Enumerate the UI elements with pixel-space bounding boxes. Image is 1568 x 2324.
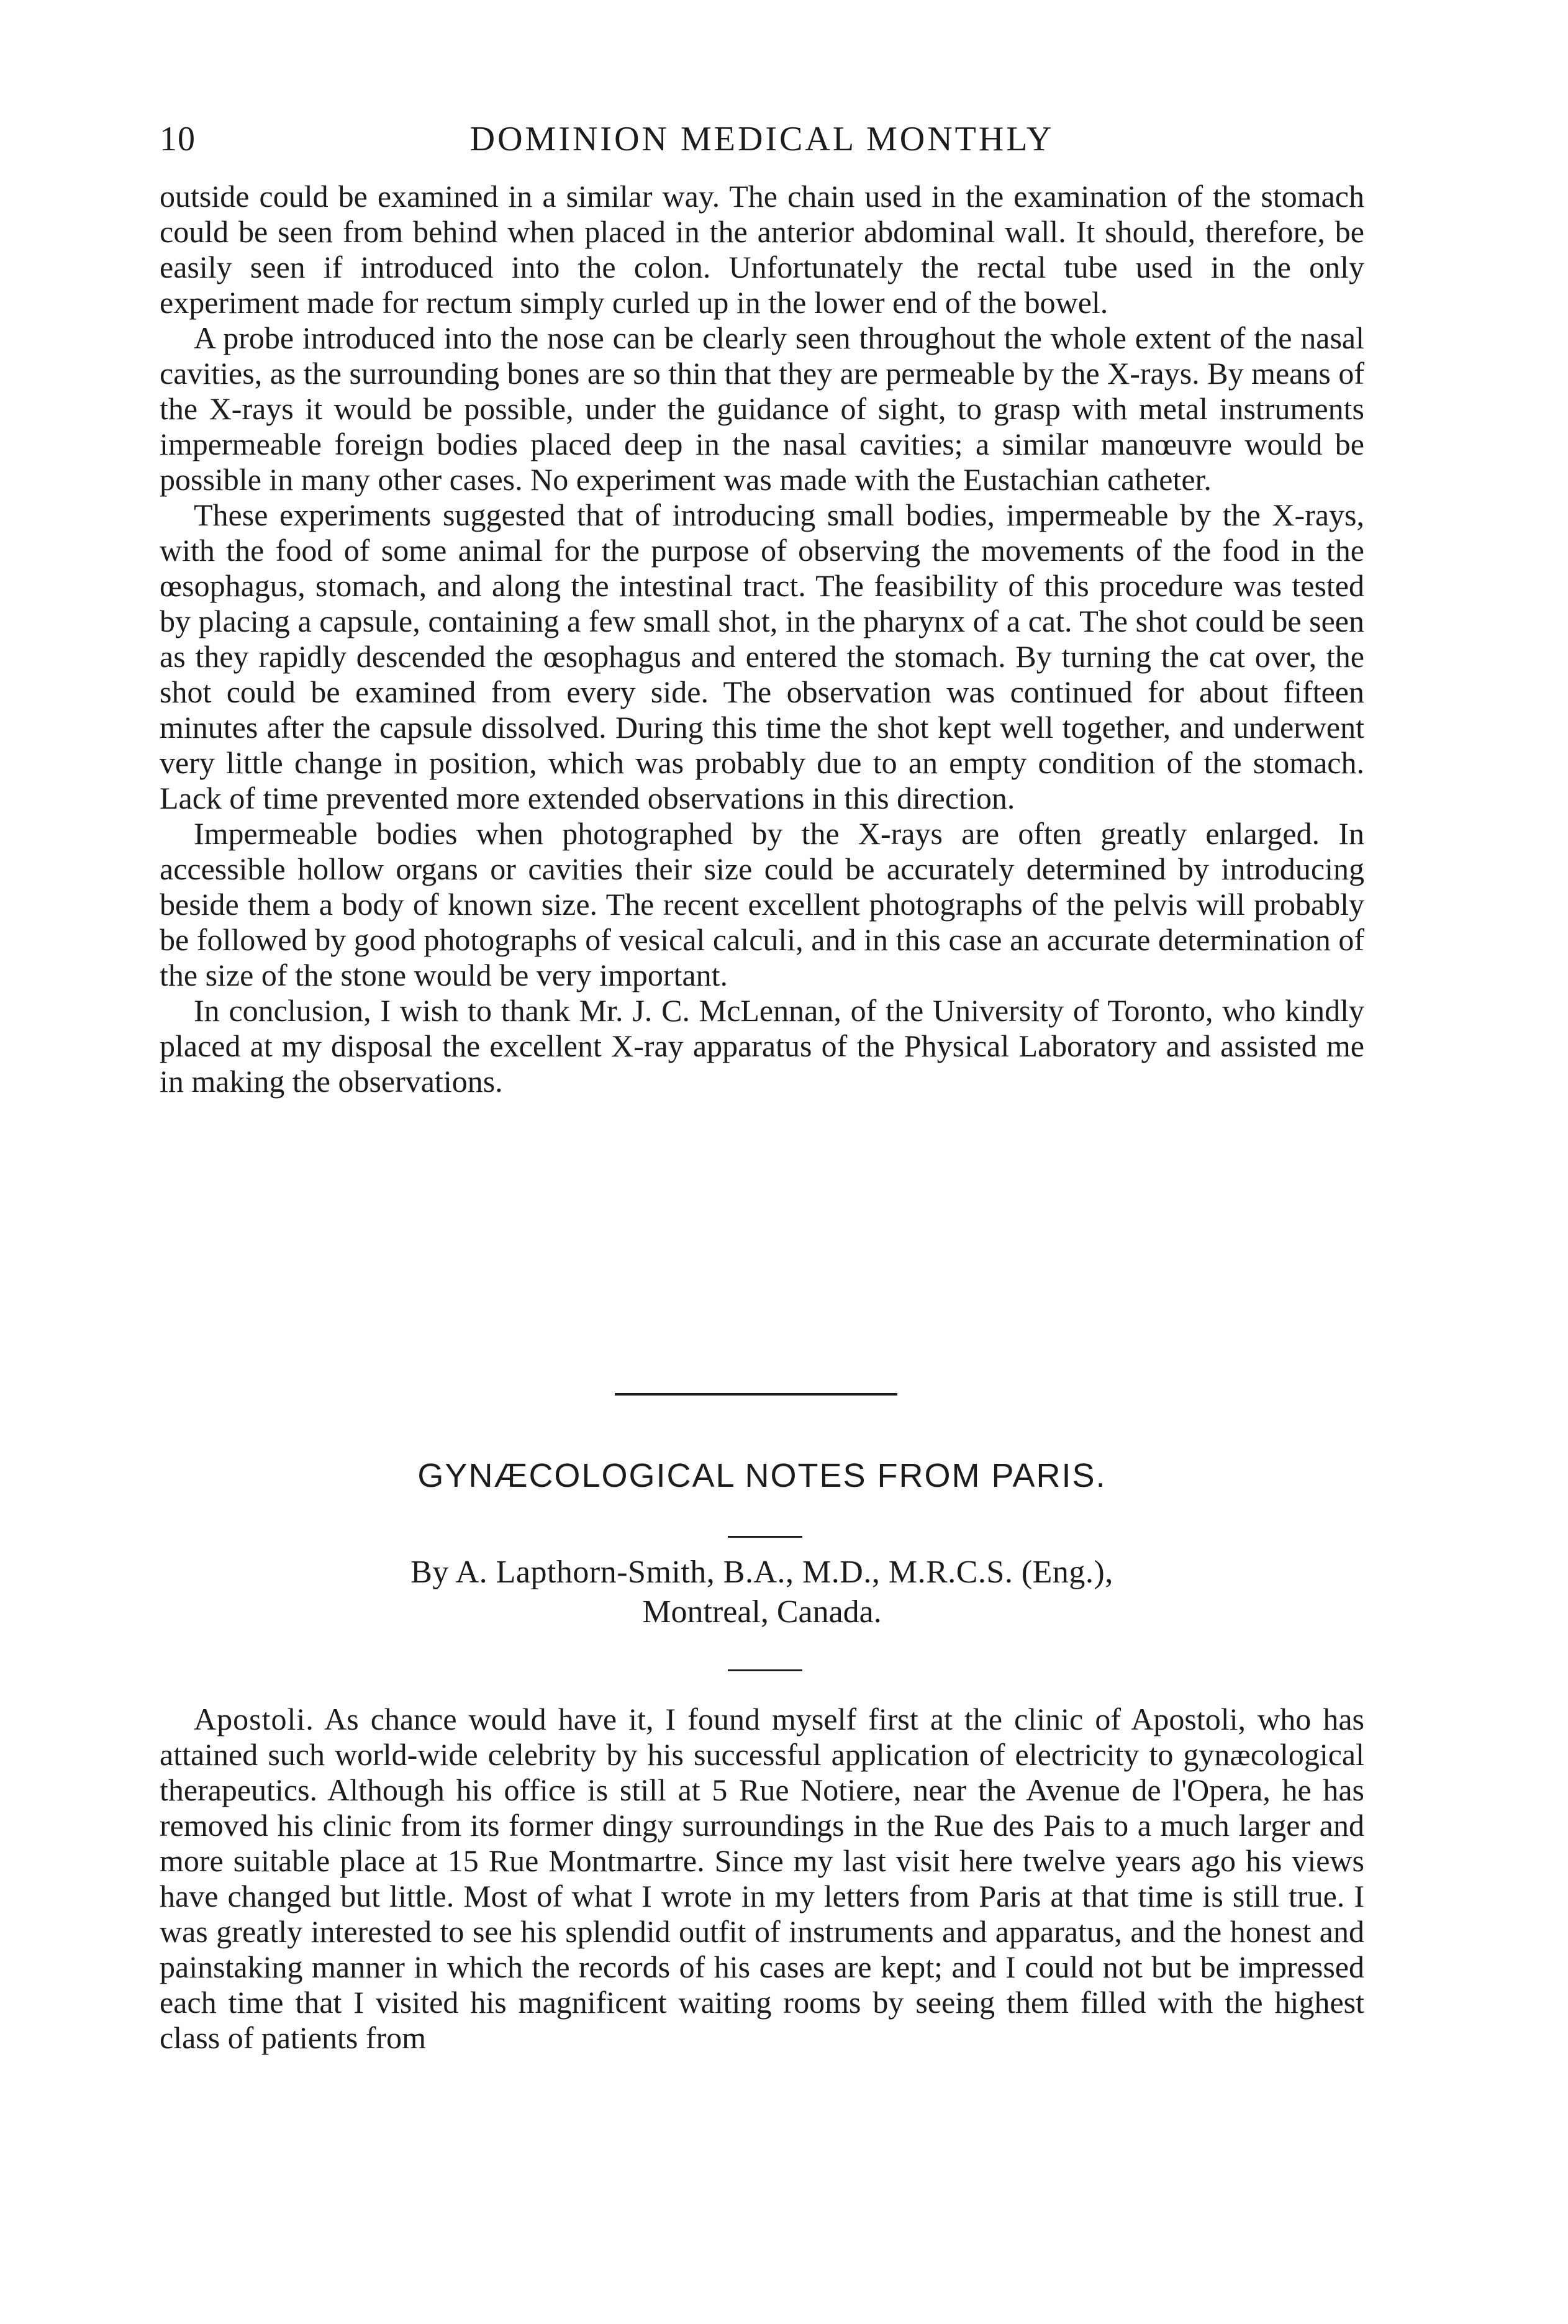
byline [160, 1553, 1364, 1632]
article-body [160, 1702, 1364, 2056]
body-paragraph: These experiments suggested that of introducing small bodies, impermeable by the X-rays, with the food of some animal for the purpose of observing the movements of the food in the œsophagus, stomach, and along the intestinal tract. The feasibility of this procedure was tested by placing a capsule, containing a few small shot, in the pharynx of a cat. The shot could be seen as they rapidly descended the œsophagus and entered the stomach. By turning the cat over, the shot could be examined from every side. The observation was continued for about fifteen minutes after the capsule dissolved. During this time the shot kept well together, and underwent very little change in position, which was probably due to an empty condition of the stomach. Lack of time prevented more extended observations in this direction. [160, 497, 1364, 815]
page-number: 10 [160, 120, 196, 158]
section-divider [615, 1393, 897, 1396]
running-head [160, 119, 1364, 169]
paragraph-lead: Apostoli. [194, 1702, 314, 1736]
article-title: GYNÆCOLOGICAL NOTES FROM PARIS. [417, 1457, 1107, 1494]
author-location: Montreal, Canada. [642, 1594, 882, 1630]
body-paragraph: Impermeable bodies when photographed by the X-rays are often greatly enlarged. In accessible hollow organs or cavities their size could be accurately determined by introducing beside them a body of known size. The recent excellent photographs of the pelvis will probably be followed by good photographs of vesical calculi, and in this case an accurate determination of the size of the stone would be very important. [160, 816, 1364, 992]
journal-title: DOMINION MEDICAL MONTHLY [469, 120, 1054, 158]
paragraph-text: As chance would have it, I found myself first at the clinic of Apostoli, who has attained such world-wide celebrity by his successful application of electricity to gynæcological therapeutics. Although his office is still at 5 Rue Notiere, near the Avenue de l'Opera, he has removed his clinic from its former dingy surroundings in the Rue des Pais to a much larger and more suitable place at 15 Rue Montmartre. Since my last visit here twelve years ago his views have changed but little. Most of what I wrote in my letters from Paris at that time is still true. I was greatly interested to see his splendid outfit of instruments and apparatus, and the honest and painstaking manner in which the records of his cases are kept; and I could not but be impressed each time that I visited his magnificent waiting rooms by seeing them filled with the highest class of patients from [160, 1702, 1364, 2055]
title-divider [728, 1536, 802, 1538]
author-line: By A. Lapthorn-Smith, B.A., M.D., M.R.C.S. (Eng.), [410, 1555, 1113, 1590]
byline-divider [728, 1669, 802, 1671]
body-paragraph: A probe introduced into the nose can be clearly seen throughout the whole extent of the nasal cavities, as the surrounding bones are so thin that they are permeable by the X-rays. By means of the X-rays it would be possible, under the guidance of sight, to grasp with metal instruments impermeable foreign bodies placed deep in the nasal cavities; a similar manœuvre would be possible in many other cases. No experiment was made with the Eustachian catheter. [160, 320, 1364, 497]
continued-paragraph: outside could be examined in a similar way. The chain used in the examination of the stomach could be seen from behind when placed in the anterior abdominal wall. It should, therefore, be easily seen if introduced into the colon. Unfortunately the rectal tube used in the only experiment made for rectum simply curled up in the lower end of the bowel. [160, 179, 1364, 320]
body-paragraph: In conclusion, I wish to thank Mr. J. C. McLennan, of the University of Toronto, who kindly placed at my disposal the excellent X-ray apparatus of the Physical Laboratory and assisted me in making the observations. [160, 993, 1364, 1099]
body-paragraph [160, 1702, 1364, 2056]
previous-article-body [160, 179, 1364, 1099]
